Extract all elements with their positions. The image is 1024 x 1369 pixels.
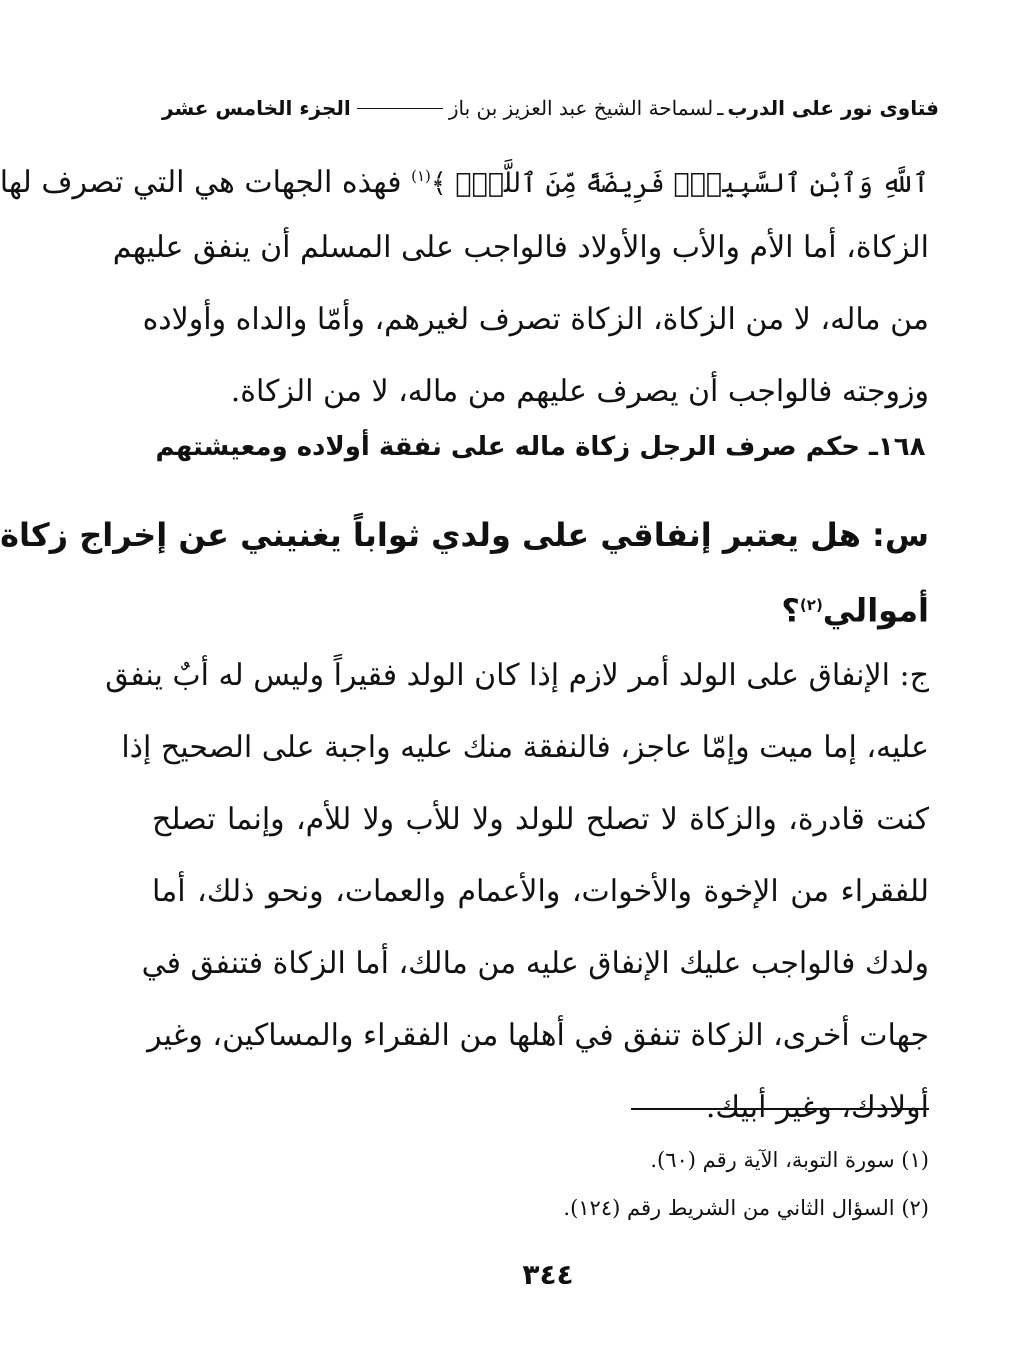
question: [0, 500, 929, 640]
footnote-ref-2: (٢): [799, 596, 823, 614]
paragraph-text: فهذه الجهات هي التي تصرف لها: [0, 165, 402, 200]
section-heading: ١٦٨ـ حكم صرف الرجل زكاة ماله على نفقة أولاده ومعيشتهم: [155, 432, 926, 462]
quran-verse-fragment: ٱللَّهِ وَٱبْنِ ٱلسَّبِيلِۖ فَرِيضَةً مِّنَ ٱللَّهِۗ ﴾: [430, 168, 929, 199]
footnotes: [152, 1136, 929, 1232]
running-header: [162, 96, 939, 120]
answer-line: ج: الإنفاق على الولد أمر لازم إذا كان الولد فقيراً وليس له أبٌ ينفق: [105, 658, 929, 693]
paragraph-line: الزكاة، أما الأم والأب والأولاد فالواجب على المسلم أن ينفق عليهم: [112, 230, 929, 265]
question-line: س: هل يعتبر إنفاقي على ولدي ثواباً يغنيني عن إخراج زكاة: [0, 516, 929, 554]
paragraph-1: [0, 140, 929, 428]
answer-line: جهات أخرى، الزكاة تنفق في أهلها من الفقراء والمساكين، وغير: [147, 1018, 929, 1053]
footnote-2: (٢) السؤال الثاني من الشريط رقم (١٢٤).: [563, 1196, 929, 1220]
author-line: لسماحة الشيخ عبد العزيز بن باز: [448, 96, 714, 120]
answer-line: أولادك، وغير أبيك.: [705, 1090, 929, 1125]
question-text: أموالي: [822, 591, 929, 630]
paragraph-line: وزوجته فالواجب أن يصرف عليهم من ماله، لا من الزكاة.: [230, 374, 929, 409]
footnote-1: (١) سورة التوبة، الآية رقم (٦٠).: [650, 1148, 929, 1172]
paragraph-line: [0, 140, 929, 212]
header-rule: [357, 108, 443, 109]
answer-line: ولدك فالواجب عليك الإنفاق عليه من مالك، أما الزكاة فتنفق في: [141, 946, 929, 981]
series-title: فتاوى نور على الدرب: [727, 96, 939, 120]
question-line: [152, 570, 929, 640]
answer-line: للفقراء من الإخوة والأخوات، والأعمام والعمات، ونحو ذلك، أما: [152, 874, 929, 909]
paragraph-line: من ماله، لا من الزكاة، الزكاة تصرف لغيرهم، وأمّا والداه وأولاده: [142, 302, 929, 337]
answer-line: كنت قادرة، والزكاة لا تصلح للولد ولا للأب ولا للأم، وإنما تصلح: [152, 802, 929, 837]
footnote-divider: [631, 1108, 929, 1110]
answer-line: عليه، إما ميت وإمّا عاجز، فالنفقة منك عليه واجبة على الصحيح إذا: [121, 730, 929, 765]
question-mark: ؟: [781, 591, 800, 630]
footnote-ref-1: (١): [411, 167, 431, 185]
answer: [105, 640, 929, 1144]
page-number: ٣٤٤: [522, 1258, 574, 1291]
volume-part: الجزء الخامس عشر: [162, 96, 351, 120]
header-separator: ـ: [717, 96, 724, 120]
